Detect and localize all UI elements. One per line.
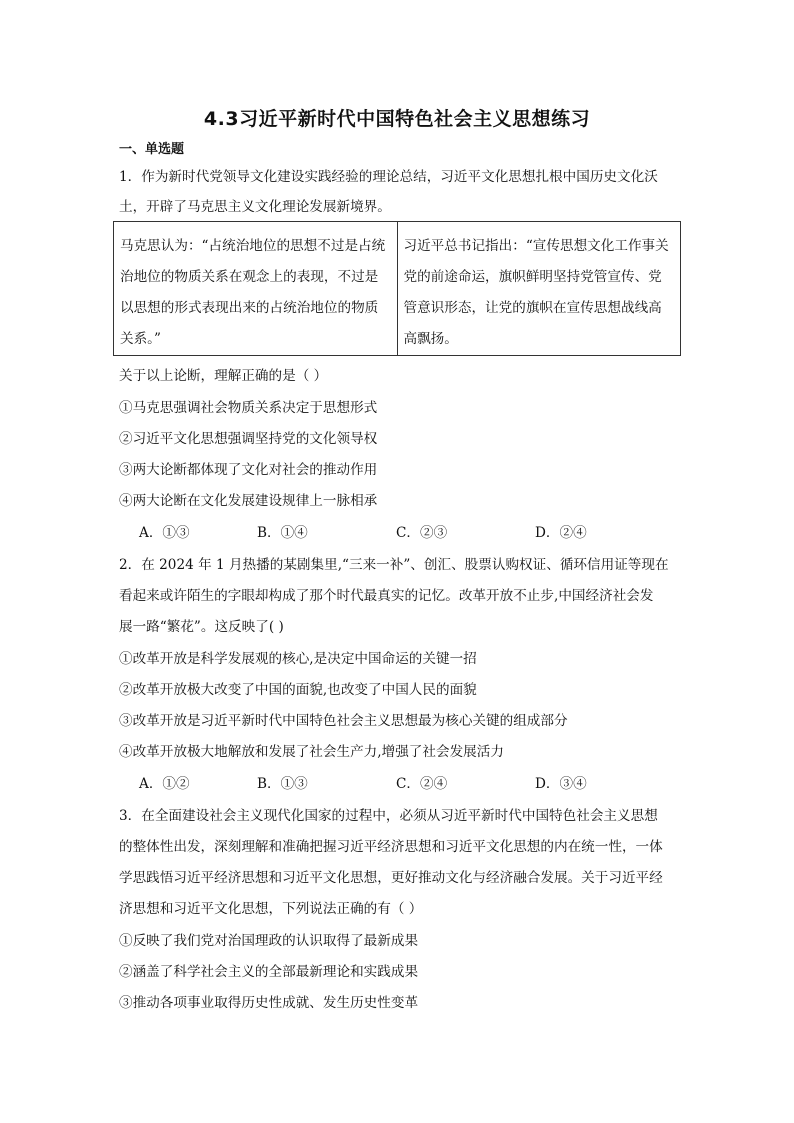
q2-item: ③改革开放是习近平新时代中国特色社会主义思想最为核心关键的组成部分 <box>119 713 568 729</box>
q1-option-a[interactable]: A．①③ <box>139 525 190 541</box>
q1-item: ①马克思强调社会物质关系决定于思想形式 <box>119 400 378 416</box>
q1-item: ④两大论断在文化发展建设规律上一脉相承 <box>119 493 378 509</box>
q1-quote-right: 习近平总书记指出：“宣传思想文化工作事关党的前途命运，旗帜鲜明坚持党管宣传、党管意识形态，让党的旗帜在宣传思想战线高高飘扬。 <box>397 222 681 356</box>
q3-stem-line: 济思想和习近平文化思想，下列说法正确的有（ ） <box>119 901 423 917</box>
q1-quote-table <box>113 221 681 356</box>
q1-item: ③两大论断都体现了文化对社会的推动作用 <box>119 462 378 478</box>
q3-item: ③推动各项事业取得历史性成就、发生历史性变革 <box>119 995 419 1011</box>
q2-option-a[interactable]: A．①② <box>139 776 190 792</box>
q1-quote-left: 马克思认为：“占统治地位的思想不过是占统治地位的物质关系在观念上的表现，不过是以思想的形式表现出来的占统治地位的物质关系。” <box>114 222 398 356</box>
q3-item: ②涵盖了科学社会主义的全部最新理论和实践成果 <box>119 964 419 980</box>
q2-option-d[interactable]: D．③④ <box>535 776 587 792</box>
q1-stem-line: 土，开辟了马克思主义文化理论发展新境界。 <box>119 199 391 215</box>
q3-item: ①反映了我们党对治国理政的认识取得了最新成果 <box>119 933 419 949</box>
q2-item: ②改革开放极大改变了中国的面貌,也改变了中国人民的面貌 <box>119 682 477 698</box>
page-title: 4.3习近平新时代中国特色社会主义思想练习 <box>203 108 591 130</box>
q2-item: ④改革开放极大地解放和发展了社会生产力,增强了社会发展活力 <box>119 744 504 760</box>
q3-stem-line: 3．在全面建设社会主义现代化国家的过程中，必须从习近平新时代中国特色社会主义思想 <box>119 808 658 824</box>
q2-stem-line: 看起来或许陌生的字眼却构成了那个时代最真实的记忆。改革开放不止步,中国经济社会发 <box>119 588 654 604</box>
q1-option-d[interactable]: D．②④ <box>535 525 587 541</box>
q2-option-c[interactable]: C．②④ <box>396 776 448 792</box>
q2-stem-line: 展一路“繁花”。这反映了( ) <box>119 619 284 635</box>
q1-question: 关于以上论断，理解正确的是（ ） <box>119 368 328 384</box>
q3-stem-line: 的整体性出发，深刻理解和准确把握习近平经济思想和习近平文化思想的内在统一性，一体 <box>119 839 663 855</box>
q2-option-b[interactable]: B．①③ <box>257 776 308 792</box>
q1-option-b[interactable]: B．①④ <box>257 525 308 541</box>
section-heading: 一、单选题 <box>119 142 185 157</box>
q1-stem-line: 1．作为新时代党领导文化建设实践经验的理论总结，习近平文化思想扎根中国历史文化沃 <box>119 169 658 185</box>
q2-stem-line: 2．在 2024 年 1 月热播的某剧集里,“三来一补”、创汇、股票认购权证、循环信用证等现在 <box>119 557 669 573</box>
q2-item: ①改革开放是科学发展观的核心,是决定中国命运的关键一招 <box>119 651 477 667</box>
q1-option-c[interactable]: C．②③ <box>396 525 448 541</box>
q1-item: ②习近平文化思想强调坚持党的文化领导权 <box>119 431 378 447</box>
q3-stem-line: 学思践悟习近平经济思想和习近平文化思想，更好推动文化与经济融合发展。关于习近平经 <box>119 870 663 886</box>
